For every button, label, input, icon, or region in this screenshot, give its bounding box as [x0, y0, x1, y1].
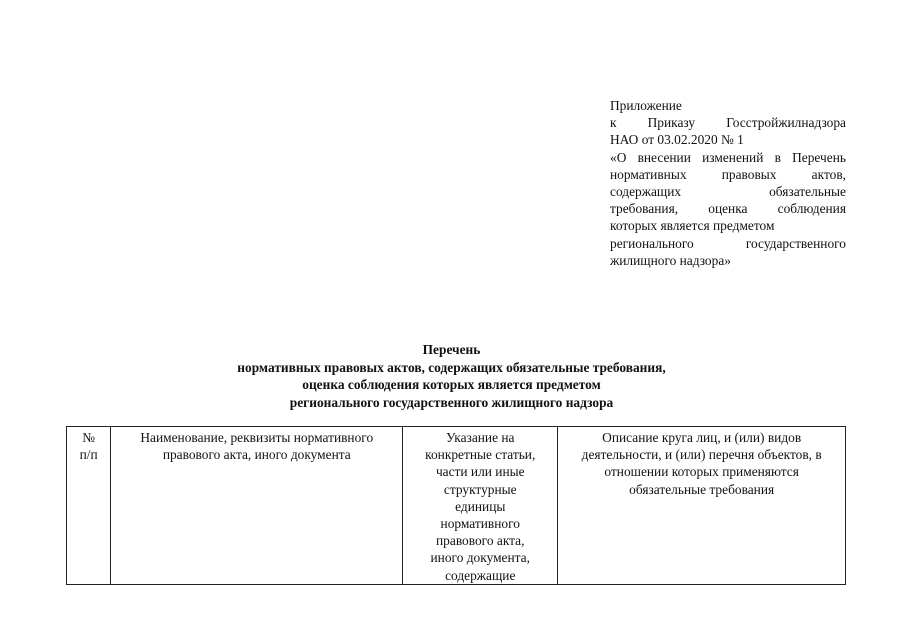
appendix-line: НАО от 03.02.2020 № 1 — [610, 132, 744, 148]
header-persons-description — [558, 427, 846, 585]
appendix-line: регионального государственного — [610, 235, 846, 251]
header-line: № — [82, 430, 96, 445]
title-line: нормативных правовых актов, содержащих обязательные требования, — [237, 359, 666, 375]
title-line: регионального государственного жилищного надзора — [289, 394, 614, 410]
header-line: иного документа, — [430, 550, 530, 566]
header-line: части или иные — [435, 464, 525, 480]
acts-table — [66, 426, 846, 585]
title-line: оценка соблюдения которых является предметом — [302, 377, 601, 392]
appendix-line: содержащих обязательные — [610, 184, 846, 200]
header-line: деятельности, и (или) перечня объектов, в — [581, 447, 822, 463]
header-line: п/п — [79, 447, 98, 463]
appendix-line: нормативных правовых актов, — [610, 166, 846, 182]
header-act-name — [111, 427, 403, 585]
document-title — [0, 341, 903, 411]
appendix-line: которых является предметом — [610, 218, 775, 234]
header-line: конкретные статьи, — [425, 447, 536, 463]
title-line: Перечень — [422, 342, 481, 357]
header-line: правового акта, — [436, 533, 525, 549]
appendix-block — [610, 97, 846, 269]
header-line: содержащие — [445, 567, 516, 583]
appendix-line: жилищного надзора» — [610, 252, 731, 268]
table-header-row — [67, 427, 846, 585]
header-line: отношении которых применяются — [604, 464, 799, 480]
header-line: единицы — [455, 498, 506, 514]
appendix-line: к Приказу Госстройжилнадзора — [610, 115, 846, 131]
appendix-line: «О внесении изменений в Перечень — [610, 149, 846, 165]
header-number — [67, 427, 111, 585]
appendix-line: Приложение — [610, 98, 682, 113]
header-line: правового акта, иного документа — [162, 447, 351, 463]
header-line: структурные — [443, 481, 517, 497]
header-line: обязательные требования — [629, 481, 775, 497]
appendix-line: требования, оценка соблюдения — [610, 201, 846, 217]
header-line: нормативного — [440, 516, 520, 532]
header-line: Описание круга лиц, и (или) видов — [602, 430, 802, 445]
header-line: Наименование, реквизиты нормативного — [140, 430, 374, 445]
header-structural-units — [403, 427, 558, 585]
header-line: Указание на — [445, 430, 515, 445]
